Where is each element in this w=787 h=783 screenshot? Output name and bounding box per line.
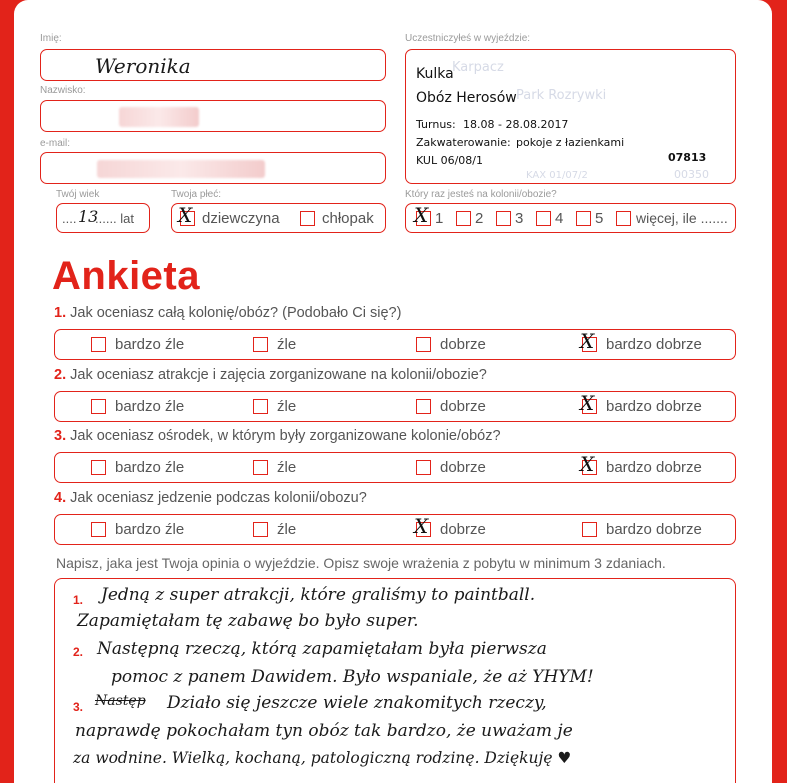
camp-line1: Kulka: [416, 66, 454, 82]
opinion-line-6: naprawdę pokochałam tyn obóz tak bardzo, że uważam je: [75, 721, 573, 741]
visit-count-field: [405, 203, 736, 233]
question-4-option-3-label: dobrze: [440, 521, 486, 538]
question-2-option-1-checkbox[interactable]: [91, 399, 106, 414]
opinion-line-7: za wodnine. Wielką, kochaną, patologiczną rodzinę. Dziękuję ♥: [73, 749, 572, 767]
question-4-option-2-label: źle: [277, 521, 297, 538]
question-1-option-1-checkbox[interactable]: [91, 337, 106, 352]
question-3-option-2-checkbox[interactable]: [253, 460, 268, 475]
opinion-num-1: 1.: [73, 593, 84, 607]
question-2-option-3-checkbox[interactable]: [416, 399, 431, 414]
survey-title: Ankieta: [52, 254, 200, 298]
question-number: 2.: [54, 367, 67, 383]
question-1-option-3-checkbox[interactable]: [416, 337, 431, 352]
name-label: Imię:: [40, 33, 62, 44]
email-label: e-mail:: [40, 138, 71, 149]
question-4-answer-row: [54, 514, 736, 545]
question-2-option-2-label: źle: [277, 398, 297, 415]
visit-1-label: 1: [435, 210, 444, 227]
question-number: 1.: [54, 305, 67, 321]
name-value: Weronika: [95, 54, 191, 78]
visit-2-checkbox[interactable]: [456, 211, 471, 226]
age-suffix: ...... lat: [95, 211, 135, 226]
question-2-option-3-label: dobrze: [440, 398, 486, 415]
question-2-option-2-checkbox[interactable]: [253, 399, 268, 414]
opinion-prompt: Napisz, jaka jest Twoja opinia o wyjeździe. Opisz swoje wrażenia z pobytu w minimum 3 zdaniach.: [56, 555, 666, 571]
ghost-stamp-4: 00350: [674, 168, 709, 181]
opinion-field[interactable]: [54, 578, 736, 783]
opinion-crossed-word: Następ: [95, 693, 146, 709]
question-2-option-1-label: bardzo źle: [115, 398, 185, 415]
ghost-stamp-1: Karpacz: [452, 60, 504, 75]
redacted-surname: [119, 107, 199, 127]
surname-field[interactable]: [40, 100, 386, 132]
question-4-option-4-label: bardzo dobrze: [606, 521, 702, 538]
question-3-option-1-label: bardzo źle: [115, 459, 185, 476]
age-value: 13: [78, 207, 99, 226]
question-3-option-2-label: źle: [277, 459, 297, 476]
question-1-option-1-label: bardzo źle: [115, 336, 185, 353]
check-mark-icon: X: [414, 514, 429, 538]
check-mark-icon: X: [580, 452, 595, 476]
opinion-line-5: Działo się jeszcze wiele znakomitych rzeczy,: [167, 693, 547, 713]
visit-5-label: 5: [595, 210, 604, 227]
question-4-option-1-checkbox[interactable]: [91, 522, 106, 537]
question-1-option-4-checkbox[interactable]: [580, 329, 597, 353]
survey-sheet: [14, 0, 772, 783]
question-3: [54, 428, 501, 444]
check-mark-icon: X: [178, 203, 193, 227]
opinion-line-2: Zapamiętałam tę zabawę bo było super.: [77, 611, 419, 631]
question-3-option-3-checkbox[interactable]: [416, 460, 431, 475]
surname-label: Nazwisko:: [40, 85, 86, 96]
question-4: [54, 490, 367, 506]
gender-male-checkbox[interactable]: [300, 211, 315, 226]
opinion-line-1: Jedną z super atrakcji, które graliśmy to paintball.: [101, 585, 536, 605]
accommodation-label: Zakwaterowanie:: [416, 136, 511, 149]
opinion-num-2: 2.: [73, 645, 84, 659]
question-1-option-2-label: źle: [277, 336, 297, 353]
question-1-option-4-label: bardzo dobrze: [606, 336, 702, 353]
question-2-answer-row: [54, 391, 736, 422]
question-4-option-2-checkbox[interactable]: [253, 522, 268, 537]
check-mark-icon: X: [580, 329, 595, 353]
participated-label: Uczestniczyłeś w wyjeździe:: [405, 33, 531, 44]
question-3-option-4-label: bardzo dobrze: [606, 459, 702, 476]
question-1-option-2-checkbox[interactable]: [253, 337, 268, 352]
visit-more-checkbox[interactable]: [616, 211, 631, 226]
question-2-option-4-checkbox[interactable]: [580, 391, 597, 415]
gender-female-checkbox[interactable]: [178, 203, 195, 227]
camp-number: 07813: [668, 151, 707, 164]
turnus-value: 18.08 - 28.08.2017: [463, 118, 569, 131]
visit-2-label: 2: [475, 210, 484, 227]
question-3-option-4-checkbox[interactable]: [580, 452, 597, 476]
redacted-email: [97, 160, 265, 178]
ghost-stamp-3: KAX 01/07/2: [526, 170, 588, 181]
opinion-num-3: 3.: [73, 700, 84, 714]
age-prefix: ....: [62, 211, 77, 226]
visit-count-label: Który raz jesteś na kolonii/obozie?: [405, 189, 557, 200]
question-text: Jak oceniasz jedzenie podczas kolonii/obozu?: [70, 490, 367, 506]
visit-5-checkbox[interactable]: [576, 211, 591, 226]
question-2-option-4-label: bardzo dobrze: [606, 398, 702, 415]
question-number: 3.: [54, 428, 67, 444]
age-field[interactable]: [56, 203, 150, 233]
question-text: Jak oceniasz atrakcje i zajęcia zorganizowane na kolonii/obozie?: [70, 367, 487, 383]
camp-code: KUL 06/08/1: [416, 154, 483, 167]
question-3-option-3-label: dobrze: [440, 459, 486, 476]
gender-male-label: chłopak: [322, 210, 374, 227]
question-1-answer-row: [54, 329, 736, 360]
camp-line2: Obóz Herosów: [416, 90, 517, 106]
gender-label: Twoja płeć:: [171, 189, 222, 200]
opinion-line-4: pomoc z panem Dawidem. Było wspaniale, że aż YHYM!: [111, 667, 594, 687]
check-mark-icon: X: [414, 203, 429, 227]
question-4-option-3-checkbox[interactable]: [414, 514, 431, 538]
accommodation-value: pokoje z łazienkami: [516, 136, 625, 149]
ghost-stamp-2: Park Rozrywki: [516, 88, 607, 103]
visit-4-label: 4: [555, 210, 564, 227]
gender-field: [171, 203, 386, 233]
visit-3-checkbox[interactable]: [496, 211, 511, 226]
question-4-option-1-label: bardzo źle: [115, 521, 185, 538]
question-1-option-3-label: dobrze: [440, 336, 486, 353]
visit-4-checkbox[interactable]: [536, 211, 551, 226]
camp-info-box: [405, 49, 736, 184]
turnus-label: Turnus:: [416, 118, 456, 131]
opinion-line-3: Następną rzeczą, którą zapamiętałam była pierwsza: [97, 639, 547, 659]
name-field[interactable]: [40, 49, 386, 81]
question-text: Jak oceniasz całą kolonię/obóz? (Podobało Ci się?): [70, 305, 402, 321]
visit-3-label: 3: [515, 210, 524, 227]
age-label: Twój wiek: [56, 189, 100, 200]
email-field[interactable]: [40, 152, 386, 184]
visit-more-label: więcej, ile .......: [636, 210, 728, 226]
gender-female-label: dziewczyna: [202, 210, 280, 227]
question-3-answer-row: [54, 452, 736, 483]
visit-1-checkbox[interactable]: [414, 203, 431, 227]
question-text: Jak oceniasz ośrodek, w którym były zorganizowane kolonie/obóz?: [70, 428, 501, 444]
question-4-option-4-checkbox[interactable]: [582, 522, 597, 537]
question-number: 4.: [54, 490, 67, 506]
question-1: [54, 305, 401, 321]
question-2: [54, 367, 487, 383]
question-3-option-1-checkbox[interactable]: [91, 460, 106, 475]
check-mark-icon: X: [580, 391, 595, 415]
